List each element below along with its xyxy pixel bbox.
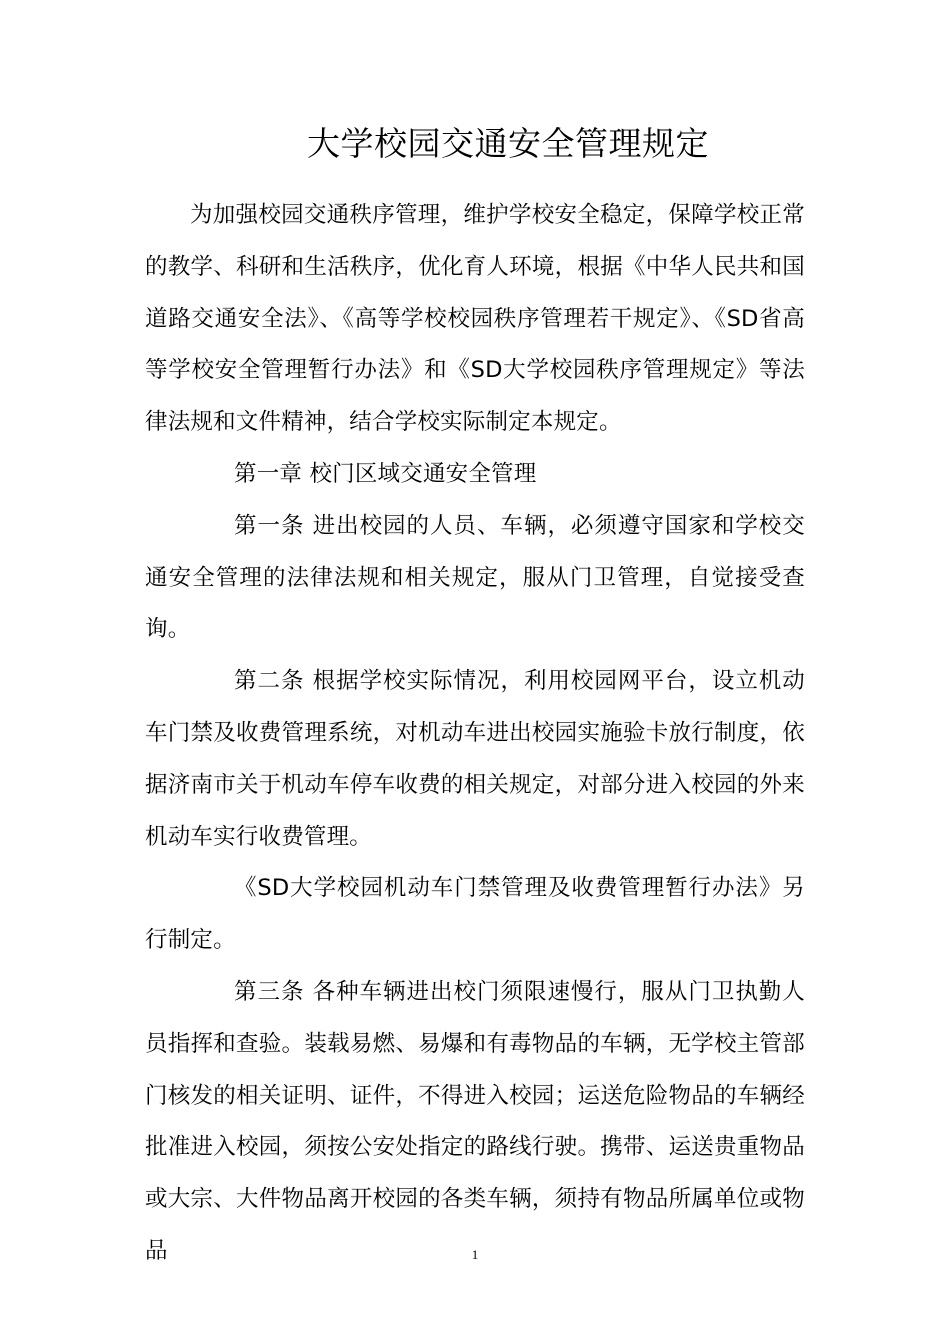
document-body	[145, 190, 805, 1278]
paragraph-intro: 为加强校园交通秩序管理，维护学校安全稳定，保障学校正常的教学、科研和生活秩序，优化育人环境，根据《中华人民共和国道路交通安全法》、《高等学校校园秩序管理若干规定》、《SD省高等学校安全管理暂行办法》和《SD大学校园秩序管理规定》等法律法规和文件精神，结合学校实际制定本规定。	[145, 202, 805, 436]
page-number: 1	[471, 1247, 479, 1262]
article-2-note: 《SD大学校园机动车门禁管理及收费管理暂行办法》另行制定。	[145, 875, 805, 954]
article-3: 第三条 各种车辆进出校门须限速慢行，服从门卫执勤人员指挥和查验。装载易燃、易爆和有毒物品的车辆，无学校主管部门核发的相关证明、证件，不得进入校园；运送危险物品的车辆经批准进入校园，须按公安处指定的路线行驶。携带、运送贵重物品或大宗、大件物品离开校园的各类车辆，须持有物品所属单位或物品	[145, 978, 805, 1264]
article-1: 第一条 进出校园的人员、车辆，必须遵守国家和学校交通安全管理的法律法规和相关规定，服从门卫管理，自觉接受查询。	[145, 512, 805, 643]
document-title: 大学校园交通安全管理规定	[307, 124, 709, 163]
chapter-heading: 第一章 校门区域交通安全管理	[234, 460, 537, 487]
article-2: 第二条 根据学校实际情况，利用校园网平台，设立机动车门禁及收费管理系统，对机动车进出校园实施验卡放行制度，依据济南市关于机动车停车收费的相关规定，对部分进入校园的外来机动车实行收费管理。	[145, 668, 805, 850]
